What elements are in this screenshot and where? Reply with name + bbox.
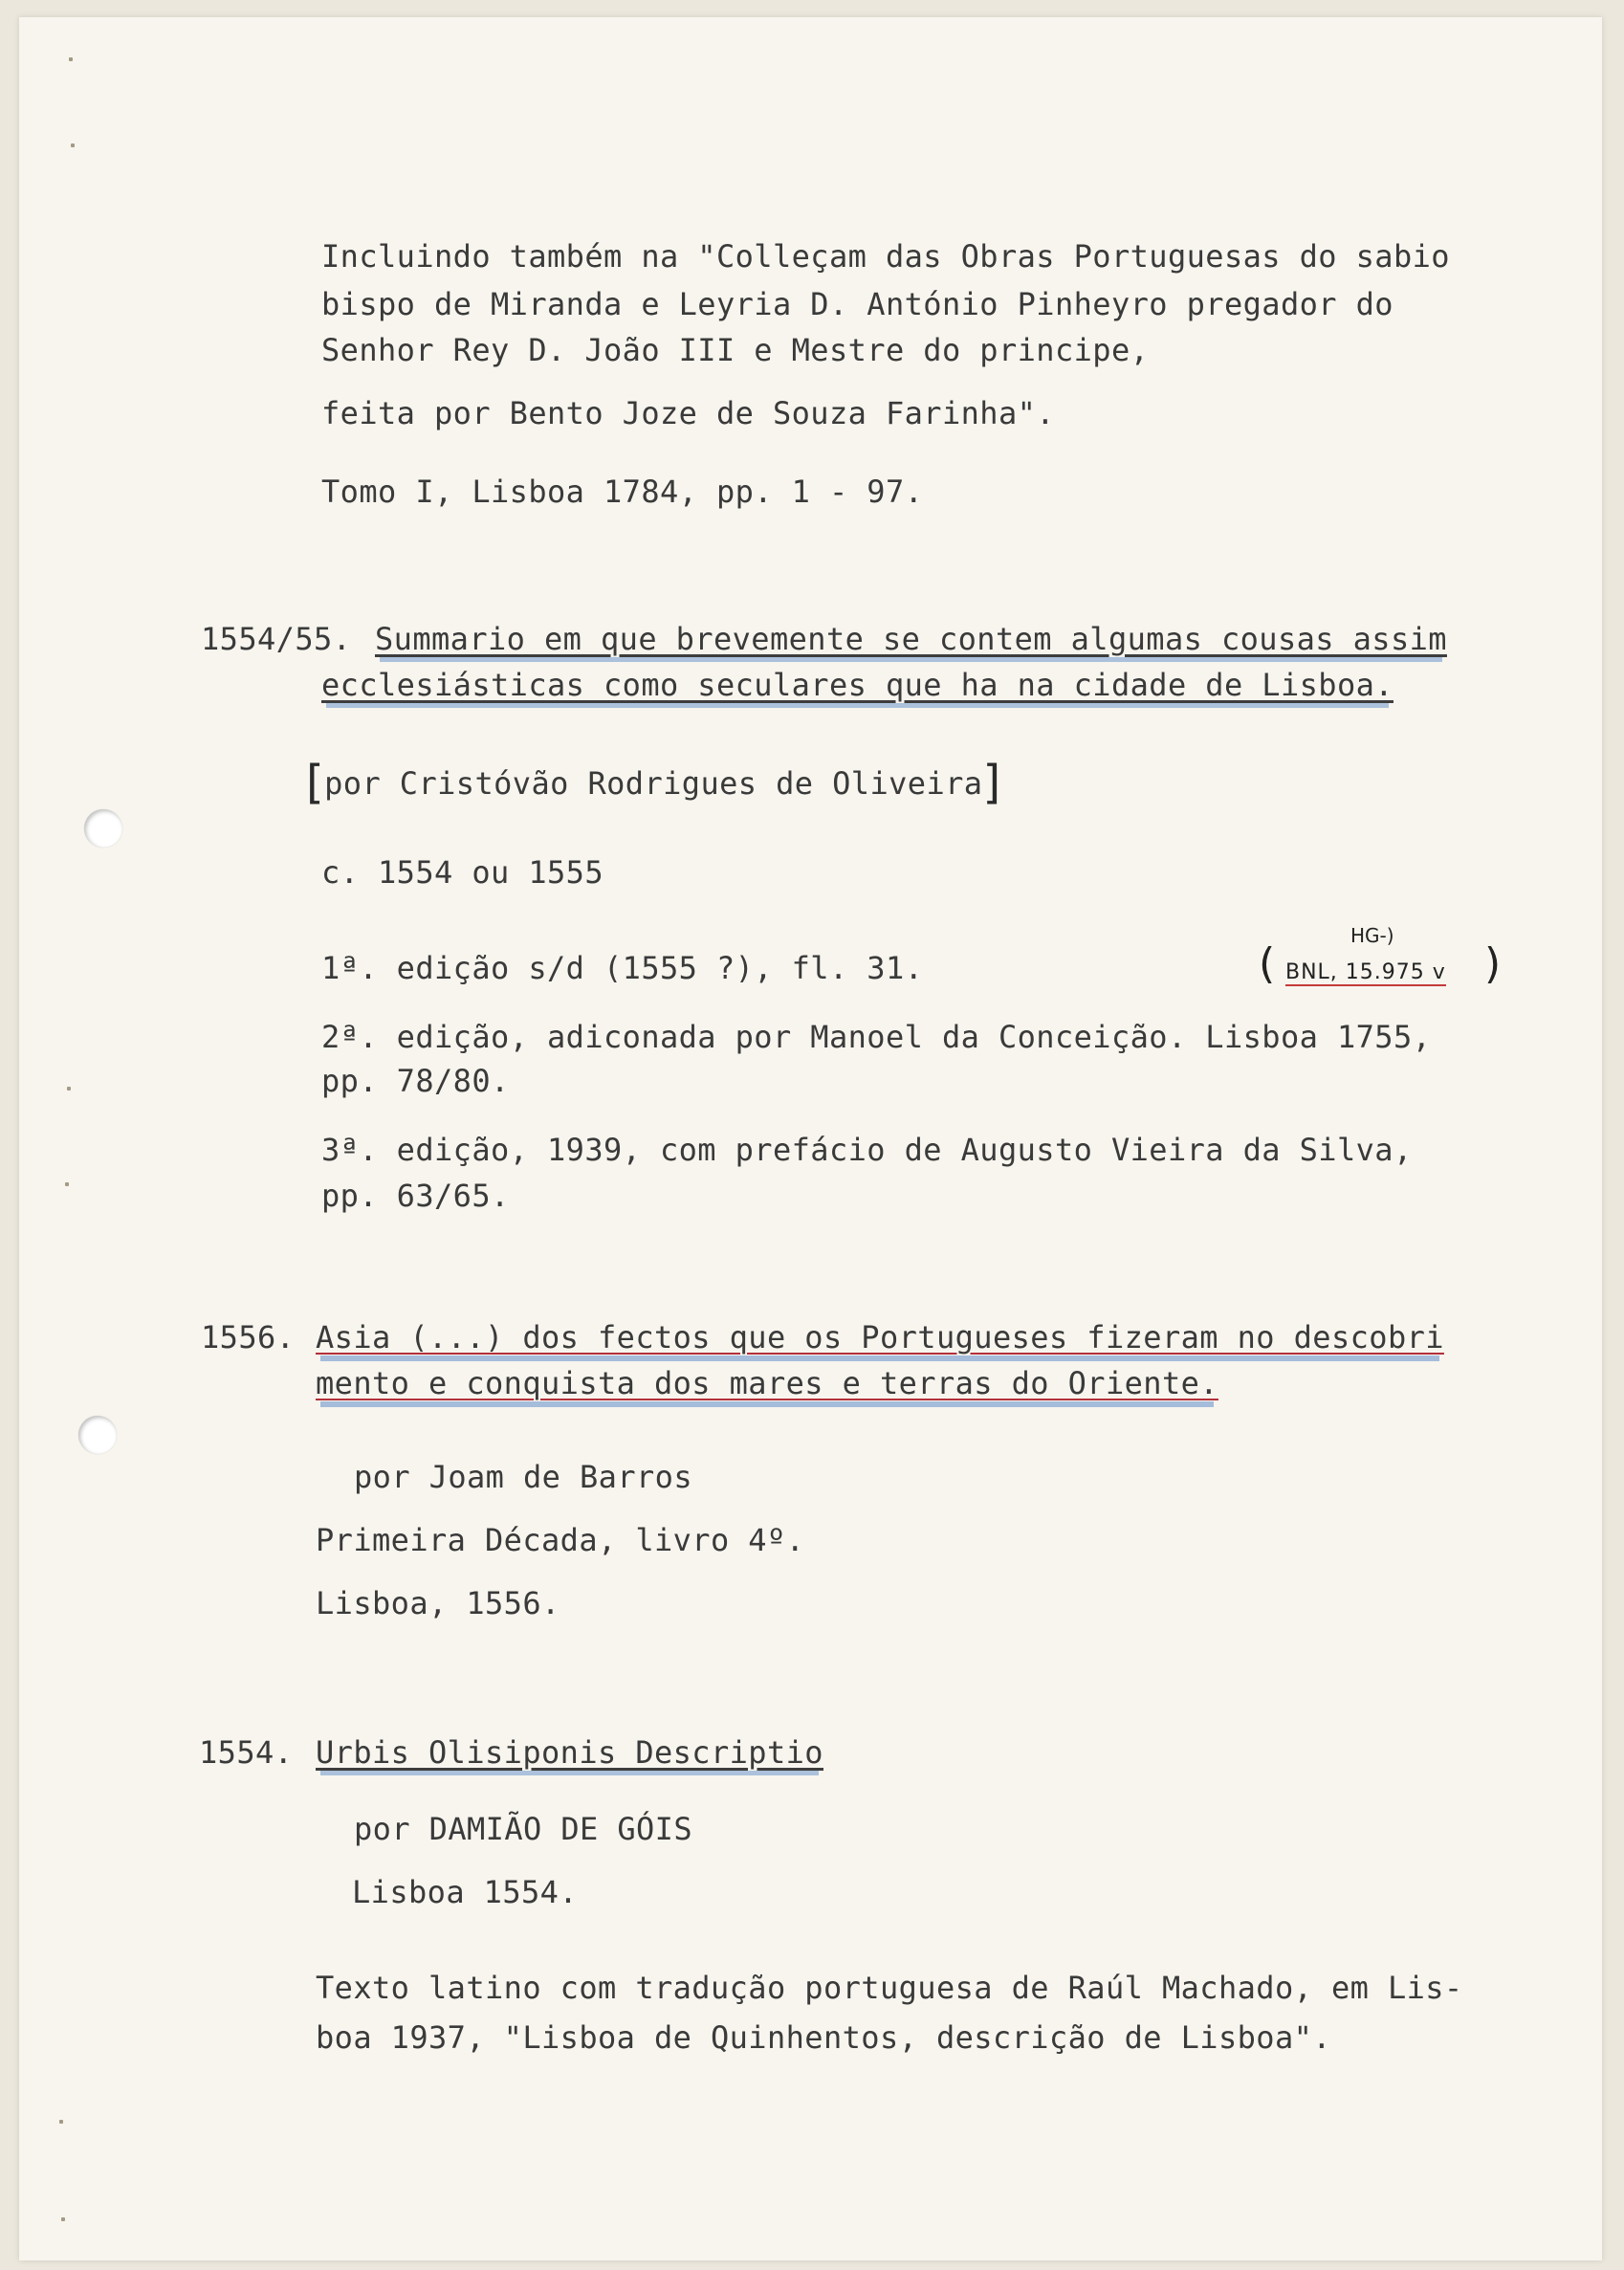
edition-line: pp. 78/80.: [321, 1063, 510, 1099]
body-text-line: Incluindo também na "Colleçam das Obras Portuguesas do sabio: [321, 238, 1450, 275]
entry-year: 1554/55.: [201, 621, 352, 657]
entry-date: c. 1554 ou 1555: [321, 854, 604, 891]
annot-shelfmark-text: BNL, 15.975 v: [1285, 960, 1446, 984]
handwritten-shelfmark: [1259, 939, 1276, 988]
body-text-line: Tomo I, Lisboa 1784, pp. 1 - 97.: [321, 474, 924, 510]
entry-note-line: boa 1937, "Lisboa de Quinhentos, descrição de Lisboa".: [316, 2019, 1331, 2056]
document-page: [19, 17, 1602, 2260]
paper-speck: [59, 2120, 63, 2124]
entry-title-underlined: mento e conquista dos mares e terras do Oriente.: [316, 1365, 1218, 1401]
entry-detail: Lisboa 1554.: [352, 1874, 578, 1910]
paper-speck: [69, 57, 73, 61]
body-text-line: bispo de Miranda e Leyria D. António Pinheyro pregador do: [321, 286, 1394, 322]
entry-title-underlined: Asia (...) dos fectos que os Portugueses fizeram no descobri: [316, 1319, 1444, 1355]
entry-author-line: [306, 756, 1001, 809]
bracket-close: ]: [982, 756, 1001, 809]
entry-title-line: [316, 1364, 1218, 1402]
punch-hole: [78, 1416, 117, 1454]
entry-title-line: [316, 1318, 1444, 1356]
entry-title-underlined: ecclesiásticas como seculares que ha na cidade de Lisboa.: [321, 667, 1394, 703]
entry-title-underlined: Summario em que brevemente se contem algumas cousas assim: [375, 621, 1447, 657]
annot-paren-open: (: [1259, 939, 1276, 988]
entry-detail: Primeira Década, livro 4º.: [316, 1522, 805, 1558]
edition-line: 3ª. edição, 1939, com prefácio de Augusto Vieira da Silva,: [321, 1132, 1413, 1168]
entry-detail: Lisboa, 1556.: [316, 1585, 560, 1621]
paper-speck: [65, 1182, 69, 1186]
entry-author: por DAMIÃO DE GÓIS: [354, 1811, 692, 1847]
entry-year: 1554.: [199, 1734, 294, 1771]
entry-title-underlined: Urbis Olisiponis Descriptio: [316, 1734, 823, 1771]
edition-line: pp. 63/65.: [321, 1178, 510, 1214]
entry-year: 1556.: [201, 1319, 296, 1355]
paper-speck: [61, 2217, 65, 2221]
entry-title-line: [375, 620, 1447, 658]
entry-author: por Cristóvão Rodrigues de Oliveira: [324, 765, 983, 802]
body-text-line: feita por Bento Joze de Souza Farinha".: [321, 395, 1055, 431]
handwritten-shelfmark-close: [1484, 939, 1502, 988]
entry-note-line: Texto latino com tradução portuguesa de Raúl Machado, em Lis-: [316, 1970, 1463, 2006]
entry-author: por Joam de Barros: [354, 1459, 692, 1495]
paper-speck: [67, 1087, 71, 1091]
entry-title-line: [316, 1733, 823, 1772]
bracket-open: [: [306, 756, 325, 809]
entry-title-line: [321, 666, 1394, 704]
annot-superscript: HG-): [1350, 924, 1394, 947]
body-text-line: Senhor Rey D. João III e Mestre do principe,: [321, 332, 1150, 368]
annot-paren-close: ): [1484, 939, 1502, 988]
edition-line: 2ª. edição, adiconada por Manoel da Conceição. Lisboa 1755,: [321, 1019, 1432, 1055]
punch-hole: [84, 809, 122, 848]
paper-speck: [71, 143, 75, 147]
edition-line: 1ª. edição s/d (1555 ?), fl. 31.: [321, 950, 924, 986]
